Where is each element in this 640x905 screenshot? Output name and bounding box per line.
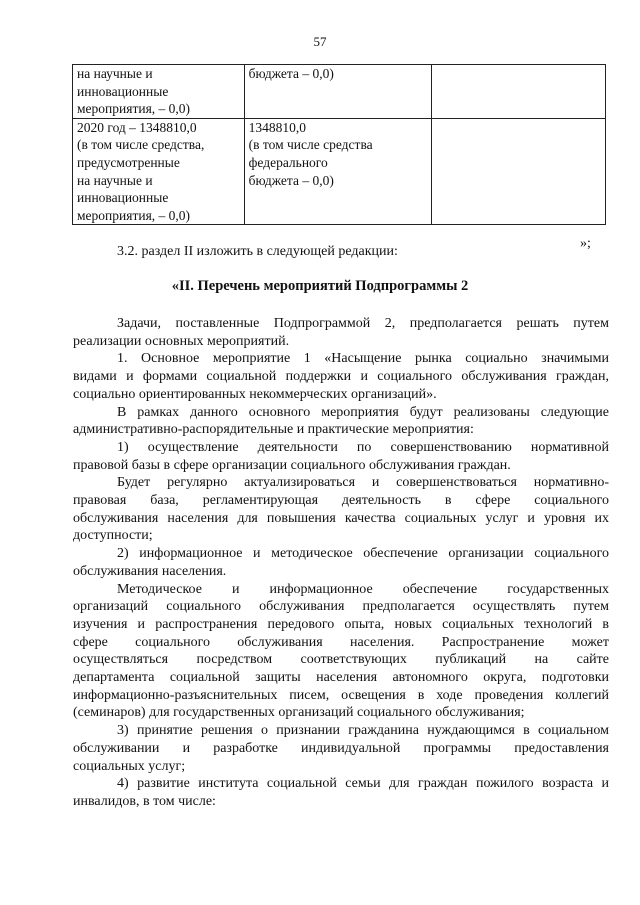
page-number: 57: [313, 34, 327, 49]
continuation-table: [72, 64, 606, 225]
text-line: сфере социального обслуживания населения. Распространение может: [73, 634, 609, 650]
text-line: административно-распорядительные и практические мероприятия:: [73, 422, 474, 438]
text-line: департамента социальной защиты населения автономного округа, подготовки: [73, 670, 609, 686]
closing-quote: »;: [580, 236, 591, 251]
text-line: реализации основных мероприятий.: [73, 333, 290, 349]
table-cell: [244, 65, 432, 119]
cell-line: бюджета – 0,0): [248, 66, 334, 81]
cell-line: мероприятия, – 0,0): [77, 101, 191, 117]
cell-line: инновационные: [77, 190, 169, 206]
text-line: Будет регулярно актуализироваться и совершенствоваться нормативно-: [117, 475, 609, 491]
cell-line: 2020 год – 1348810,0: [77, 119, 197, 135]
text-line: правовой базы в сфере организации социального обслуживания граждан.: [73, 457, 511, 473]
cell-line: федерального: [248, 154, 328, 170]
text-line: изучения и распространения передового опыта, новых социальных технологий в: [73, 616, 609, 632]
text-line: информационно-разъяснительных писем, освещения в ходе проведения коллегий: [73, 687, 609, 703]
text-line: 3) принятие решения о признании гражданина нуждающимся в социальном: [117, 723, 609, 739]
table-row: [73, 65, 606, 119]
text-line: правовая база, регламентирующая деятельность в сфере социального: [73, 493, 609, 509]
text-line: 1. Основное мероприятие 1 «Насыщение рынка социально значимыми: [117, 351, 609, 367]
amendment-intro: [73, 243, 609, 261]
text-line: обслуживания населения.: [73, 563, 227, 579]
cell-line: (в том числе средства: [248, 137, 373, 153]
cell-line: (в том числе средства,: [77, 137, 205, 153]
text-line: 4) развитие института социальной семьи для граждан пожилого возраста и: [117, 776, 609, 792]
text-line: 3.2. раздел II изложить в следующей редакции:: [117, 244, 398, 259]
text-line: доступности;: [73, 528, 153, 544]
table-row: [73, 118, 606, 225]
text-line: (семинаров) для государственных организаций социального обслуживания;: [73, 705, 525, 721]
section-title: «II. Перечень мероприятий Подпрограммы 2: [171, 278, 469, 294]
table-cell: [73, 65, 245, 119]
cell-line: бюджета – 0,0): [248, 172, 334, 188]
cell-line: инновационные: [77, 83, 169, 99]
text-line: социально ориентированных некоммерческих организаций».: [73, 386, 437, 402]
text-line: Методическое и информационное обеспечение государственных: [117, 581, 609, 597]
cell-line: мероприятия, – 0,0): [77, 207, 191, 223]
text-line: 2) информационное и методическое обеспечение организации социального: [117, 546, 609, 562]
cell-line: на научные и: [77, 172, 153, 188]
text-line: Задачи, поставленные Подпрограммой 2, предполагается решать путем: [117, 316, 609, 331]
text-line: обслуживании и разработке индивидуальной программы предоставления: [73, 740, 609, 756]
table-cell: [73, 118, 245, 225]
table-cell: [244, 118, 432, 225]
cell-line: 1348810,0: [248, 119, 307, 135]
text-line: обслуживания населения для повышения качества социальных услуг и уровня их: [73, 510, 609, 526]
table-cell: [432, 65, 606, 119]
table-cell: [432, 118, 606, 225]
text-line: социальных услуг;: [73, 758, 186, 774]
cell-line: на научные и: [77, 66, 153, 81]
document-body: [73, 315, 609, 811]
text-line: В рамках данного основного мероприятия будут реализованы следующие: [117, 404, 609, 420]
text-line: 1) осуществление деятельности по совершенствованию нормативной: [117, 439, 609, 455]
text-line: осуществляться посредством соответствующих публикаций на сайте: [73, 652, 609, 668]
text-line: инвалидов, в том числе:: [73, 793, 216, 809]
text-line: видами и формами социальной поддержки и социального обслуживания граждан,: [73, 369, 609, 385]
cell-line: предусмотренные: [77, 154, 180, 170]
text-line: организаций социального обслуживания предполагается осуществлять путем: [73, 599, 609, 615]
